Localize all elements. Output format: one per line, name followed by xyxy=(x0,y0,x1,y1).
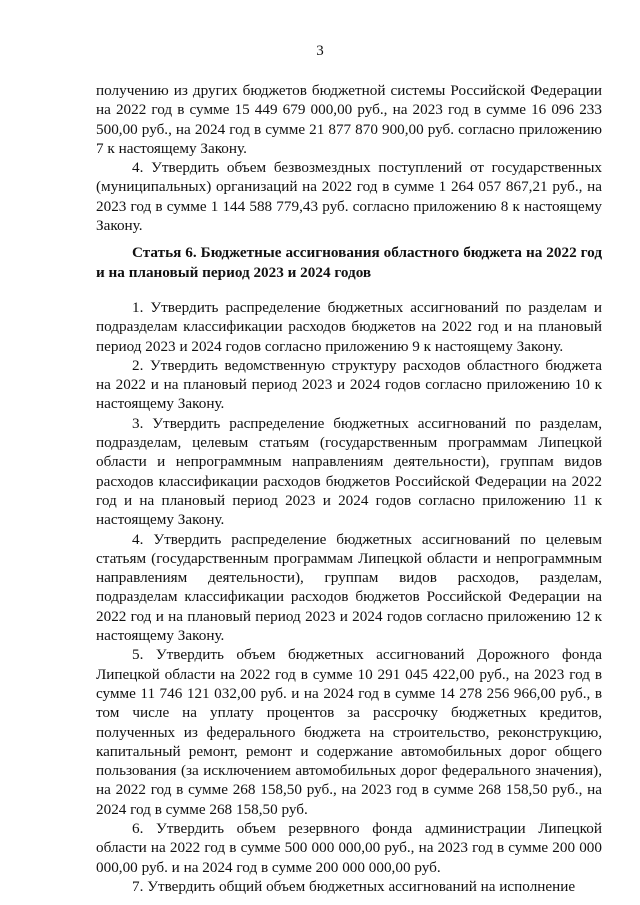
paragraph-continuation: получению из других бюджетов бюджетной системы Российской Федерации на 2022 год в сумме 15 449 679 000,00 руб., на 2023 год в сумме 16 096 233 500,00 руб., на 2024 год в сумме 21 877 870 900,00 руб. согласно приложению 7 к настоящему Закону. xyxy=(96,82,602,157)
top-text-block xyxy=(96,81,602,235)
article-heading xyxy=(96,243,602,282)
article-item-6: 6. Утвердить объем резервного фонда администрации Липецкой области на 2022 год в сумме 500 000 000,00 руб., на 2023 год в сумме 200 000 000,00 руб. и на 2024 год в сумме 200 000 000,00 руб. xyxy=(96,820,602,876)
article-heading-text: Статья 6. Бюджетные ассигнования областного бюджета на 2022 год и на плановый период 2023 и 2024 годов xyxy=(96,244,602,281)
article-item-7: 7. Утвердить общий объем бюджетных ассигнований на исполнение xyxy=(132,877,576,895)
article-item-4: 4. Утвердить распределение бюджетных ассигнований по целевым статьям (государственным программам Липецкой области и непрограммным направлениям деятельности), группам видов расходов, разделам, подразделам классификации расходов бюджетов Российской Федерации на 2022 год и на плановый период 2023 и 2024 годов согласно приложению 12 к настоящему Закону. xyxy=(96,530,602,645)
paragraph-item-4: 4. Утвердить объем безвозмездных поступлений от государственных (муниципальных) организаций на 2022 год в сумме 1 264 057 867,21 руб., на 2023 год в сумме 1 144 588 779,43 руб. согласно приложению 8 к настоящему Закону. xyxy=(96,159,602,235)
article-item-5: 5. Утвердить объем бюджетных ассигнований Дорожного фонда Липецкой области на 2022 год в сумме 10 291 045 422,00 руб., на 2023 год в сумме 11 746 121 032,00 руб. и на 2024 год в сумме 14 278 256 966,00 руб., в том числе на уплату процентов за рассрочку бюджетных кредитов, полученных из федерального бюджета на строительство, реконструкцию, капитальный ремонт, ремонт и содержание автомобильных дорог общего пользования (за исключением автомобильных дорог федерального значения), на 2022 год в сумме 268 158,50 руб., на 2023 год в сумме 268 158,50 руб., на 2024 год в сумме 268 158,50 руб. xyxy=(96,646,602,818)
article-item-2: 2. Утвердить ведомственную структуру расходов областного бюджета на 2022 и на плановый период 2023 и 2024 годов согласно приложению 10 к настоящему Закону. xyxy=(96,356,602,413)
article-item-1: 1. Утвердить распределение бюджетных ассигнований по разделам и подразделам классификации расходов бюджетов на 2022 год и на плановый период 2023 и 2024 годов согласно приложению 9 к настоящему Закону. xyxy=(96,299,602,355)
page-number: 3 xyxy=(316,43,324,59)
article-item-3: 3. Утвердить распределение бюджетных ассигнований по разделам, подразделам, целевым статьям (государственным программам Липецкой области и непрограммным направлениям деятельности), группам видов расходов классификации расходов бюджетов Российской Федерации на 2022 год и на плановый период 2023 и 2024 годов согласно приложению 11 к настоящему Закону. xyxy=(96,414,602,529)
article-text-block xyxy=(96,298,602,896)
